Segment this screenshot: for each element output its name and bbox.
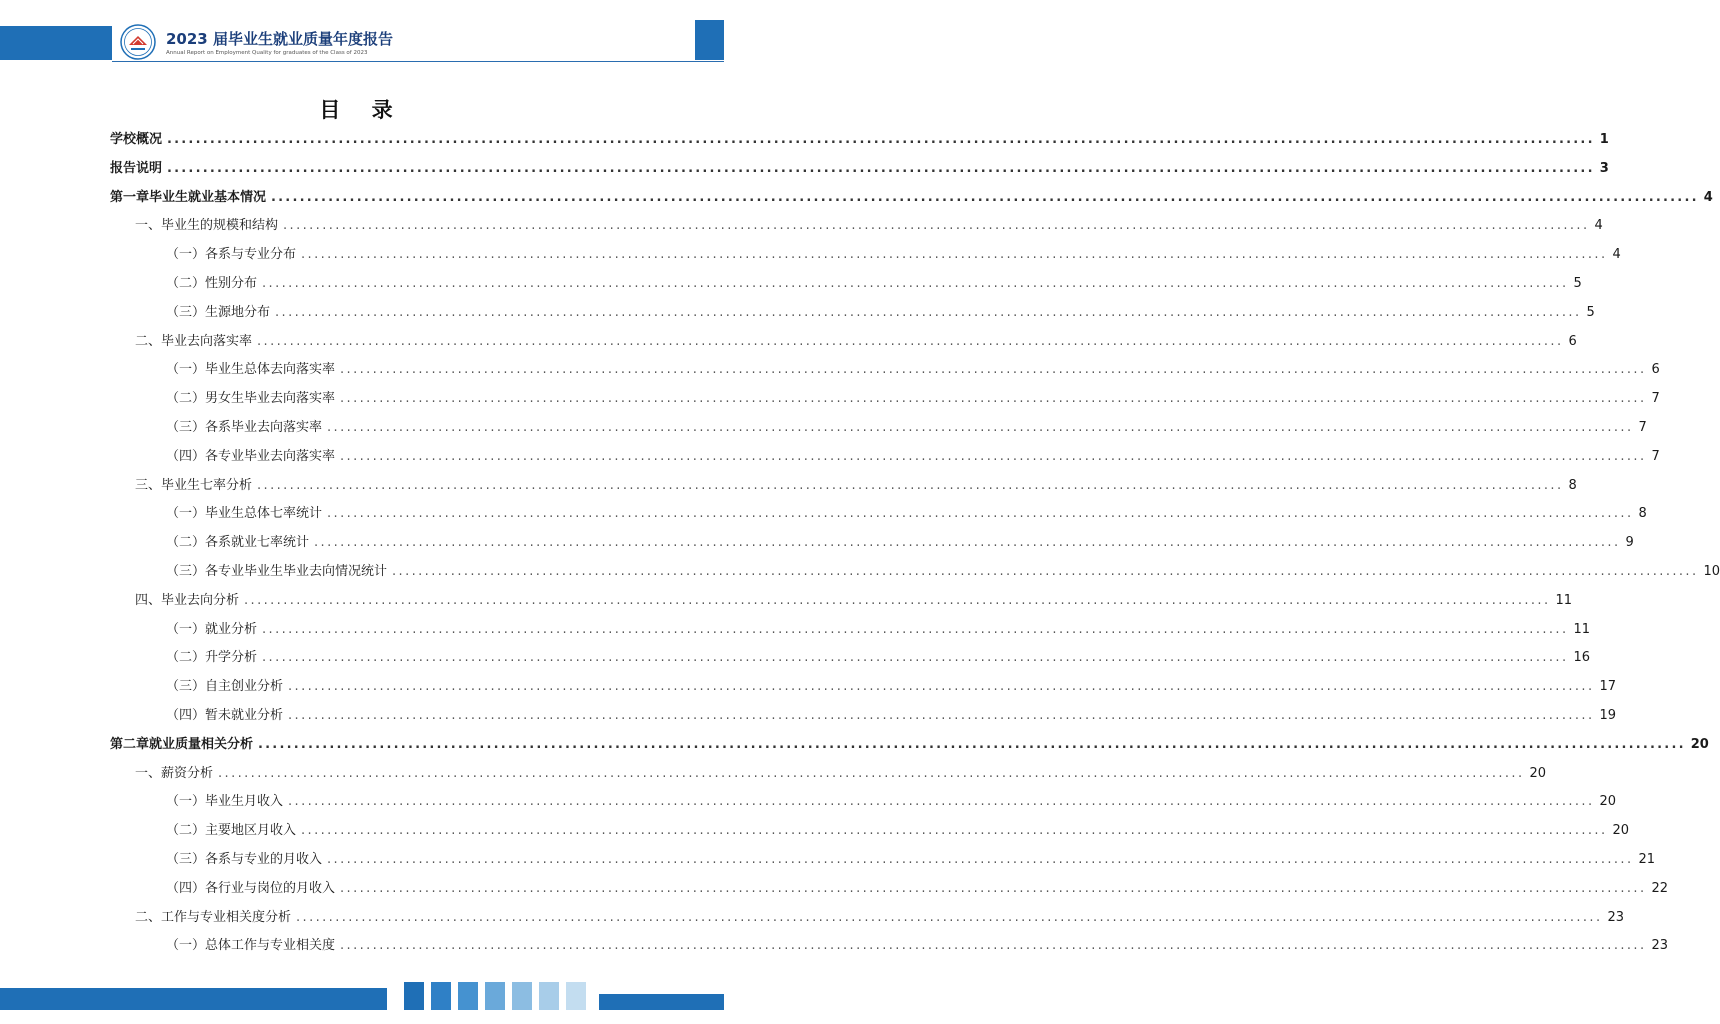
toc-leader-dots: ........................................................................................................................................................................................................ bbox=[327, 420, 1634, 435]
toc-entry[interactable] bbox=[166, 418, 1647, 438]
toc-entry-label: （四）暂未就业分析 bbox=[166, 708, 284, 723]
toc-entry[interactable] bbox=[135, 332, 1577, 352]
toc-entry[interactable] bbox=[166, 360, 1660, 380]
toc-entry-label: （二）主要地区月收入 bbox=[166, 823, 297, 838]
toc-page-number: 7 bbox=[1651, 449, 1660, 464]
toc-entry-label: （二）性别分布 bbox=[166, 276, 258, 291]
toc-leader-dots: ........................................................................................................................................................................................................ bbox=[314, 535, 1621, 550]
toc-entry-label: 毕业生就业基本情况 bbox=[149, 190, 267, 205]
toc-entry-label: （一）就业分析 bbox=[166, 622, 258, 637]
toc-entry[interactable] bbox=[135, 591, 1573, 611]
footer-block bbox=[485, 982, 505, 1010]
school-logo-icon bbox=[120, 24, 156, 60]
header-rule bbox=[112, 61, 724, 62]
footer-block bbox=[566, 982, 586, 1010]
toc-page-number: 20 bbox=[1529, 766, 1547, 781]
toc-page-number: 11 bbox=[1555, 593, 1573, 608]
toc-entry[interactable] bbox=[135, 476, 1577, 496]
toc-entry-label: 一、毕业生的规模和结构 bbox=[135, 218, 279, 233]
toc-leader-dots: ........................................................................................................................................................................................................ bbox=[258, 737, 1686, 752]
toc-entry[interactable] bbox=[166, 533, 1634, 553]
toc-page-number: 19 bbox=[1599, 708, 1617, 723]
toc-entry[interactable] bbox=[110, 130, 1609, 150]
toc-entry[interactable] bbox=[166, 792, 1617, 812]
toc-entry-label: （三）各专业毕业生毕业去向情况统计 bbox=[166, 564, 388, 579]
toc-page-number: 8 bbox=[1638, 506, 1647, 521]
toc-leader-dots: ........................................................................................................................................................................................................ bbox=[167, 161, 1595, 176]
toc-entry[interactable] bbox=[166, 648, 1591, 668]
toc-chapter-number: 第二章 bbox=[110, 737, 150, 752]
toc-leader-dots: ........................................................................................................................................................................................................ bbox=[301, 823, 1608, 838]
footer-block bbox=[512, 982, 532, 1010]
toc-entry-label: 学校概况 bbox=[110, 132, 163, 147]
toc-entry-label: 报告说明 bbox=[110, 161, 163, 176]
toc-leader-dots: ........................................................................................................................................................................................................ bbox=[340, 362, 1647, 377]
toc-entry[interactable] bbox=[166, 936, 1669, 956]
toc-entry[interactable] bbox=[166, 677, 1617, 697]
toc-entry-label: 二、毕业去向落实率 bbox=[135, 334, 253, 349]
toc-entry[interactable] bbox=[166, 245, 1621, 265]
toc-leader-dots: ........................................................................................................................................................................................................ bbox=[271, 190, 1699, 205]
toc-entry[interactable] bbox=[110, 735, 1709, 755]
toc-page-number: 20 bbox=[1599, 794, 1617, 809]
toc-page-number: 4 bbox=[1703, 190, 1713, 205]
toc-heading: 目 录 bbox=[319, 97, 405, 122]
toc-leader-dots: ........................................................................................................................................................................................................ bbox=[262, 650, 1569, 665]
toc-leader-dots: ........................................................................................................................................................................................................ bbox=[262, 622, 1569, 637]
header-accent-bar-left bbox=[0, 26, 112, 60]
toc-page-number: 4 bbox=[1612, 247, 1621, 262]
toc-entry-label: （三）各系毕业去向落实率 bbox=[166, 420, 323, 435]
toc-entry-label: （一）毕业生总体七率统计 bbox=[166, 506, 323, 521]
toc-entry-label: （二）男女生毕业去向落实率 bbox=[166, 391, 336, 406]
toc-page-number: 23 bbox=[1607, 910, 1625, 925]
toc-entry-label: （二）升学分析 bbox=[166, 650, 258, 665]
toc-entry-label: 四、毕业去向分析 bbox=[135, 593, 240, 608]
toc-entry-label: 就业质量相关分析 bbox=[149, 737, 254, 752]
toc-entry-label: （一）总体工作与专业相关度 bbox=[166, 938, 336, 953]
toc-entry[interactable] bbox=[135, 908, 1625, 928]
footer-decoration bbox=[0, 982, 724, 1024]
toc-leader-dots: ........................................................................................................................................................................................................ bbox=[257, 334, 1564, 349]
toc-entry-label: （一）毕业生月收入 bbox=[166, 794, 284, 809]
toc-leader-dots: ........................................................................................................................................................................................................ bbox=[167, 132, 1595, 147]
footer-bar-left bbox=[0, 988, 387, 1010]
toc-entry[interactable] bbox=[166, 447, 1660, 467]
toc-entry[interactable] bbox=[135, 764, 1547, 784]
toc-page-number: 7 bbox=[1638, 420, 1647, 435]
toc-entry[interactable] bbox=[166, 706, 1617, 726]
toc-leader-dots: ........................................................................................................................................................................................................ bbox=[283, 218, 1590, 233]
toc-page-number: 9 bbox=[1625, 535, 1634, 550]
toc-entry-label: 一、薪资分析 bbox=[135, 766, 214, 781]
toc-entry[interactable] bbox=[166, 389, 1660, 409]
toc-entry[interactable] bbox=[166, 504, 1647, 524]
report-subtitle: Annual Report on Employment Quality for graduates of the Class of 2023 bbox=[166, 50, 368, 56]
toc-page-number: 5 bbox=[1573, 276, 1582, 291]
toc-leader-dots: ........................................................................................................................................................................................................ bbox=[288, 679, 1595, 694]
toc-entry[interactable] bbox=[135, 216, 1603, 236]
toc-page-number: 6 bbox=[1568, 334, 1577, 349]
toc-page-number: 17 bbox=[1599, 679, 1617, 694]
footer-block bbox=[458, 982, 478, 1010]
toc-page-number: 23 bbox=[1651, 938, 1669, 953]
toc-entry[interactable] bbox=[166, 562, 1720, 582]
toc-page-number: 10 bbox=[1703, 564, 1720, 579]
toc-entry-label: （一）毕业生总体去向落实率 bbox=[166, 362, 336, 377]
toc-page-number: 3 bbox=[1599, 161, 1609, 176]
toc-page-number: 6 bbox=[1651, 362, 1660, 377]
toc-entry-label: 三、毕业生七率分析 bbox=[135, 478, 253, 493]
toc-leader-dots: ........................................................................................................................................................................................................ bbox=[262, 276, 1569, 291]
toc-entry[interactable] bbox=[166, 850, 1656, 870]
toc-leader-dots: ........................................................................................................................................................................................................ bbox=[288, 794, 1595, 809]
toc-leader-dots: ........................................................................................................................................................................................................ bbox=[392, 564, 1699, 579]
toc-leader-dots: ........................................................................................................................................................................................................ bbox=[288, 708, 1595, 723]
toc-leader-dots: ........................................................................................................................................................................................................ bbox=[244, 593, 1551, 608]
toc-leader-dots: ........................................................................................................................................................................................................ bbox=[340, 938, 1647, 953]
toc-page-number: 5 bbox=[1586, 305, 1595, 320]
toc-leader-dots: ........................................................................................................................................................................................................ bbox=[275, 305, 1582, 320]
toc-leader-dots: ........................................................................................................................................................................................................ bbox=[327, 852, 1634, 867]
toc-entry[interactable] bbox=[166, 620, 1591, 640]
header-accent-bar-right bbox=[695, 20, 724, 60]
toc-entry-label: 二、工作与专业相关度分析 bbox=[135, 910, 292, 925]
toc-page-number: 11 bbox=[1573, 622, 1591, 637]
footer-bar-right bbox=[599, 994, 724, 1010]
toc-page-number: 20 bbox=[1612, 823, 1630, 838]
toc-entry-label: （四）各行业与岗位的月收入 bbox=[166, 881, 336, 896]
toc-page-number: 16 bbox=[1573, 650, 1591, 665]
toc-page-number: 4 bbox=[1594, 218, 1603, 233]
toc-page-number: 1 bbox=[1599, 132, 1609, 147]
toc-leader-dots: ........................................................................................................................................................................................................ bbox=[257, 478, 1564, 493]
toc-leader-dots: ........................................................................................................................................................................................................ bbox=[340, 881, 1647, 896]
toc-entry-label: （三）自主创业分析 bbox=[166, 679, 284, 694]
toc-page-number: 8 bbox=[1568, 478, 1577, 493]
toc-leader-dots: ........................................................................................................................................................................................................ bbox=[340, 391, 1647, 406]
toc-entry[interactable] bbox=[110, 159, 1609, 179]
toc-entry-label: （一）各系与专业分布 bbox=[166, 247, 297, 262]
toc-entry-label: （三）各系与专业的月收入 bbox=[166, 852, 323, 867]
toc-entry-label: （二）各系就业七率统计 bbox=[166, 535, 310, 550]
toc-chapter-number: 第一章 bbox=[110, 190, 150, 205]
footer-block bbox=[404, 982, 424, 1010]
footer-block bbox=[539, 982, 559, 1010]
toc-page-number: 21 bbox=[1638, 852, 1656, 867]
toc-page-number: 7 bbox=[1651, 391, 1660, 406]
report-title: 2023 届毕业生就业质量年度报告 bbox=[166, 30, 393, 48]
toc-leader-dots: ........................................................................................................................................................................................................ bbox=[296, 910, 1603, 925]
toc-entry[interactable] bbox=[166, 274, 1582, 294]
toc-entry-label: （三）生源地分布 bbox=[166, 305, 271, 320]
toc-leader-dots: ........................................................................................................................................................................................................ bbox=[327, 506, 1634, 521]
toc-entry[interactable] bbox=[166, 303, 1595, 323]
toc-leader-dots: ........................................................................................................................................................................................................ bbox=[218, 766, 1525, 781]
toc-page-number: 20 bbox=[1690, 737, 1709, 752]
toc-entry[interactable] bbox=[166, 879, 1669, 899]
toc-entry-label: （四）各专业毕业去向落实率 bbox=[166, 449, 336, 464]
toc-page-number: 22 bbox=[1651, 881, 1669, 896]
footer-block bbox=[431, 982, 451, 1010]
toc-leader-dots: ........................................................................................................................................................................................................ bbox=[301, 247, 1608, 262]
toc-entry[interactable] bbox=[166, 821, 1630, 841]
toc-leader-dots: ........................................................................................................................................................................................................ bbox=[340, 449, 1647, 464]
toc-entry[interactable] bbox=[110, 188, 1713, 208]
